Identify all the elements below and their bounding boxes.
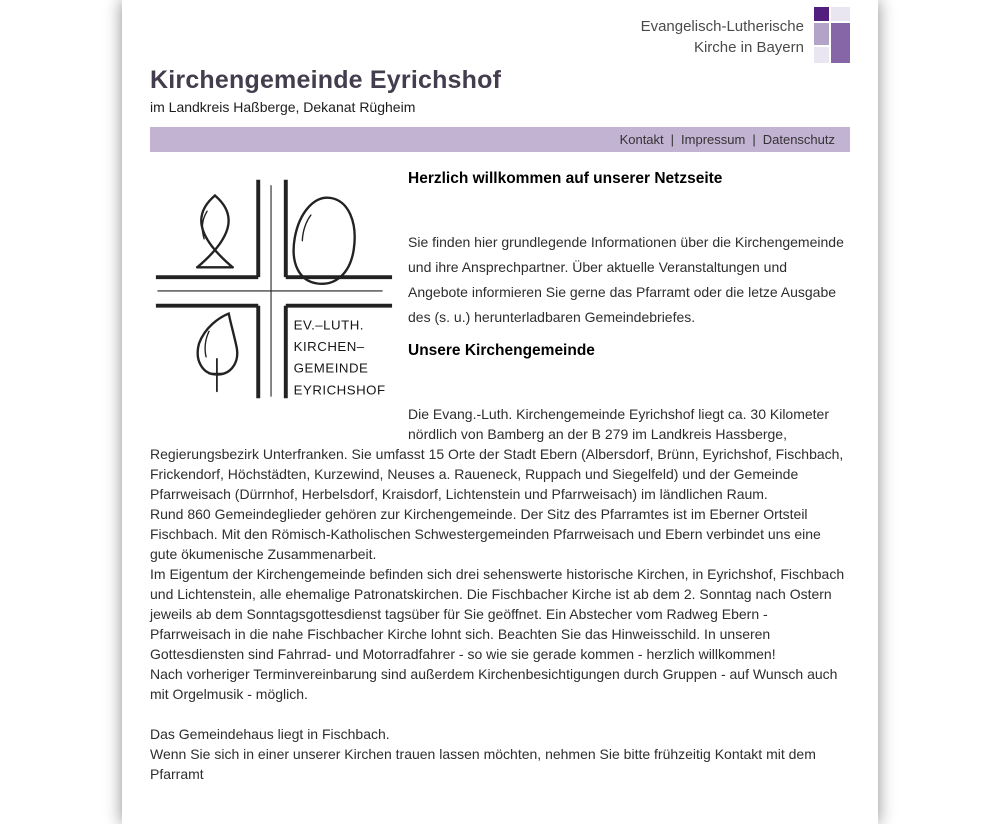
elkb-logo-right-column bbox=[831, 7, 850, 63]
page bbox=[122, 0, 878, 824]
emblem-caption-line1: EV.–LUTH. bbox=[293, 317, 364, 333]
leaf-icon bbox=[198, 314, 237, 392]
nav-link[interactable]: Impressum bbox=[681, 132, 746, 147]
navbar bbox=[150, 127, 850, 152]
elkb-pale-square bbox=[814, 47, 829, 63]
elkb-lavender-square bbox=[814, 23, 829, 45]
elkb-purple-bar bbox=[831, 23, 850, 63]
nav-separator: | bbox=[670, 132, 675, 147]
elkb-pale-square bbox=[831, 7, 850, 21]
nav-link[interactable]: Kontakt bbox=[619, 132, 664, 147]
emblem-caption-line2: KIRCHEN– bbox=[293, 338, 365, 354]
brand-name bbox=[641, 7, 804, 63]
paragraph: Das Gemeindehaus liegt in Fischbach. bbox=[150, 726, 390, 742]
footer-paragraphs bbox=[150, 724, 850, 784]
paragraph: Im Eigentum der Kirchengemeinde befinden sich drei sehenswerte historische Kirchen, in Eyrichshof, Fischbach und Lichtenstein, alle ehemalige Patronatskirchen. Die Fischbacher Kirche ist ab dem 2. Sonntag nach Ostern jeweils ab dem Sonntagsgottesdienst tagsüber für Sie geöffnet. Ein Abstecher vom Radweg Ebern - Pfarrweisach in die nahe Fischbacher Kirche lohnt sich. Beachten Sie das Hinweisschild. In unseren Gottesdiensten sind Fahrrad- und Motorradfahrer - so wie sie gerade kommen - herzlich willkommen! bbox=[150, 566, 845, 662]
nav-separator: | bbox=[752, 132, 756, 147]
elkb-logo-icon bbox=[814, 7, 850, 63]
emblem-caption-line4: EYRICHSHOF bbox=[293, 382, 386, 398]
paragraph: Nach vorheriger Terminvereinbarung sind außerdem Kirchenbesichtigungen durch Gruppen - auf Wunsch auch mit Orgelmusik - möglich. bbox=[150, 666, 838, 702]
emblem-caption bbox=[294, 317, 386, 397]
page-subtitle: im Landkreis Haßberge, Dekanat Rügheim bbox=[150, 99, 416, 115]
page-title: Kirchengemeinde Eyrichshof bbox=[150, 66, 502, 94]
brand-line2: Kirche in Bayern bbox=[693, 39, 804, 56]
body-paragraphs bbox=[150, 404, 850, 704]
elkb-dark-square bbox=[814, 7, 829, 21]
nav-link[interactable]: Datenschutz bbox=[762, 132, 835, 147]
emblem-caption-line3: GEMEINDE bbox=[293, 360, 369, 376]
intro-paragraph: Sie finden hier grundlegende Informationen über die Kirchengemeinde und ihre Ansprechpartner. Über aktuelle Veranstaltungen und Angebote informieren Sie gerne das Pfarramt oder die letze Ausgabe des (s. u.) herunterladbaren Gemeindebriefes. bbox=[408, 234, 844, 325]
paragraph: Wenn Sie sich in einer unserer Kirchen trauen lassen möchten, nehmen Sie bitte frühzeitig Kontakt mit dem Pfarramt bbox=[150, 746, 816, 782]
church-emblem-image bbox=[150, 170, 396, 405]
egg-icon bbox=[289, 194, 361, 288]
welcome-heading: Herzlich willkommen auf unserer Netzseite bbox=[408, 170, 723, 187]
header bbox=[150, 7, 850, 152]
paragraph: Die Evang.-Luth. Kirchengemeinde Eyrichshof liegt ca. 30 Kilometer nördlich von Bamberg an der B 279 im Landkreis Hassberge, Regierungsbezirk Unterfranken. Sie umfasst 15 Orte der Stadt Ebern (Albersdorf, Brünn, Eyrichshof, Fischbach, Frickendorf, Höchstädten, Kurzewind, Neuses a. Raueneck, Ruppach und Siegelfeld) und der Gemeinde Pfarrweisach (Dürrnhof, Herbelsdorf, Kraisdorf, Lichtenstein und Pfarrweisach) im ländlichen Raum. bbox=[150, 406, 844, 502]
brand-line1: Evangelisch-Lutherische bbox=[640, 18, 804, 35]
section-heading: Unsere Kirchengemeinde bbox=[408, 342, 595, 359]
fish-icon bbox=[197, 195, 232, 267]
brand bbox=[150, 7, 850, 63]
main-content bbox=[150, 152, 850, 784]
paragraph: Rund 860 Gemeindeglieder gehören zur Kirchengemeinde. Der Sitz des Pfarramtes ist im Eberner Ortsteil Fischbach. Mit den Römisch-Katholischen Schwestergemeinden Pfarrweisach und Ebern verbindet uns eine gute ökumenische Zusammenarbeit. bbox=[150, 506, 821, 562]
elkb-logo-left-column bbox=[814, 7, 829, 63]
